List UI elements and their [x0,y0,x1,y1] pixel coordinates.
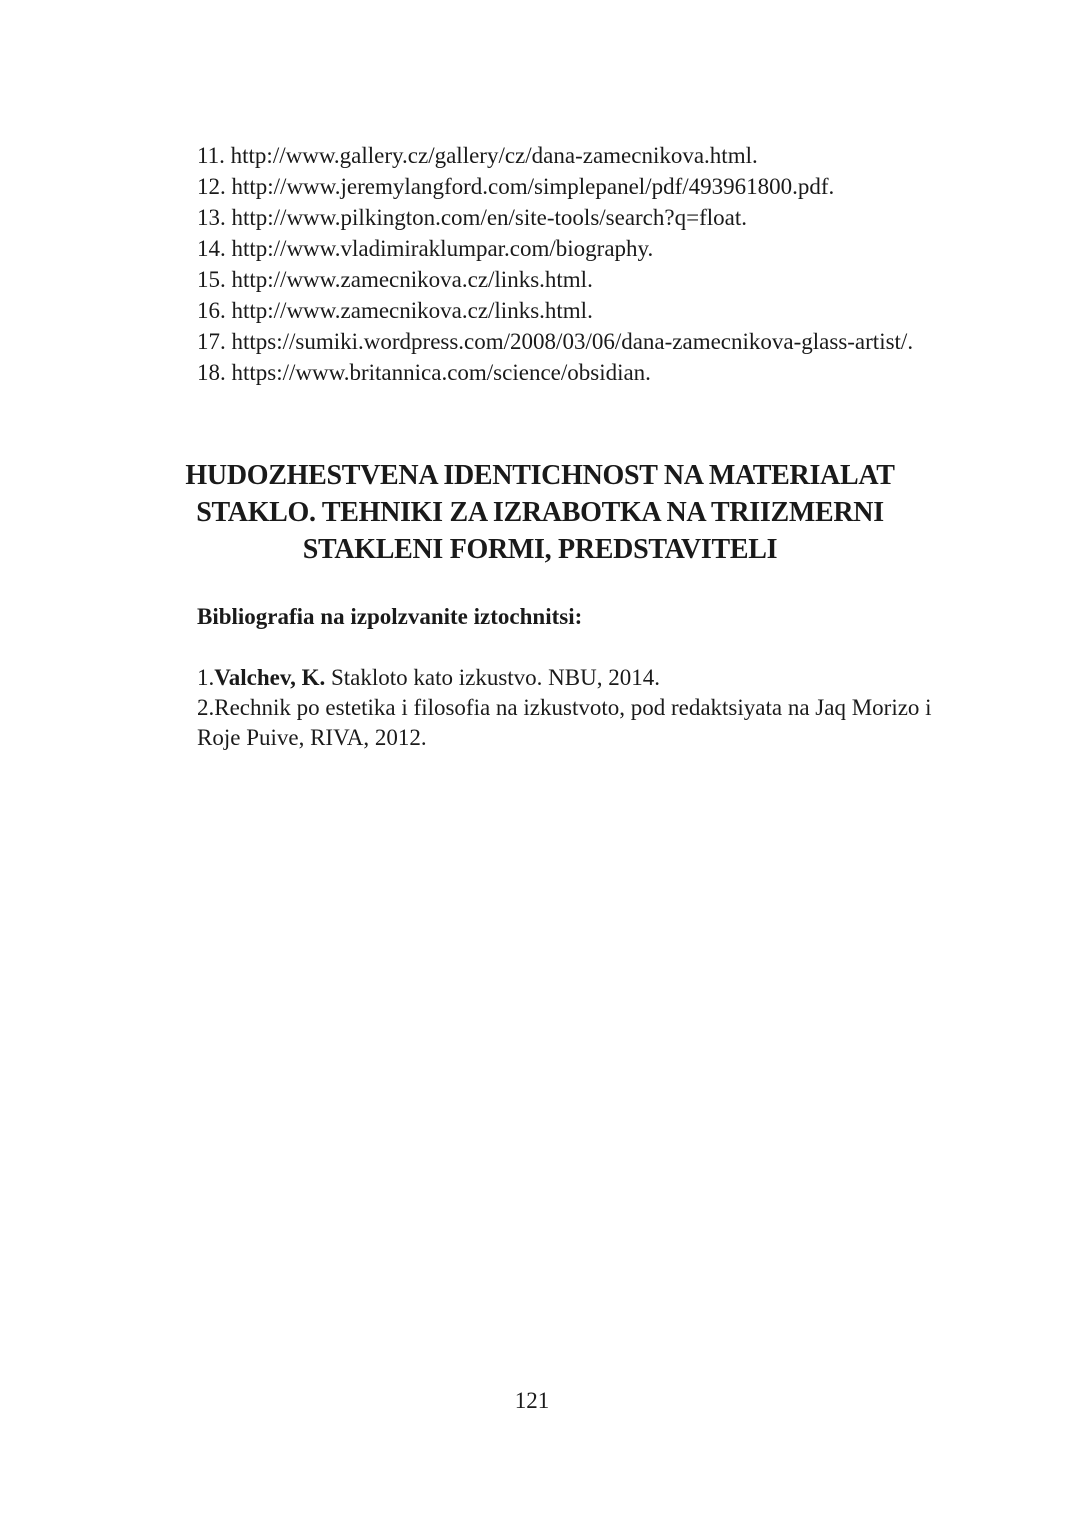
section-heading-line-1: HUDOZHESTVENA IDENTICHNOST NA MATERIALAT [185,460,895,491]
reference-item-12: 12. http://www.jeremylangford.com/simplepanel/pdf/493961800.pdf. [197,174,835,199]
reference-item-13: 13. http://www.pilkington.com/en/site-tools/search?q=float. [197,205,747,230]
reference-item-14: 14. http://www.vladimiraklumpar.com/biography. [197,236,654,261]
bibliography-item-text: Stakloto kato izkustvo. NBU, 2014. [325,665,660,690]
section-heading [100,457,980,568]
section-heading-line-2: STAKLO. TEHNIKI ZA IZRABOTKA NA TRIIZMERNI [196,497,884,528]
section-heading-line-3: STAKLENI FORMI, PREDSTAVITELI [302,534,778,565]
page-number: 121 [514,1388,550,1413]
reference-item-18: 18. https://www.britannica.com/science/obsidian. [197,360,651,385]
reference-item-15: 15. http://www.zamecnikova.cz/links.html. [197,267,593,292]
bibliography-item-text: Rechnik po estetika i filosofia na izkustvoto, pod redaktsiyata na Jaq Morizo i Roje Puive, RIVA, 2012. [197,695,932,750]
bibliography-list [197,663,937,753]
reference-item-16: 16. http://www.zamecnikova.cz/links.html. [197,298,593,323]
bibliography-item-1 [197,663,937,693]
bibliography-item-2 [197,693,937,753]
bibliography-item-number: 2. [197,695,215,720]
reference-list [123,140,953,388]
bibliography-item-number: 1. [197,665,215,690]
bibliography-title: Bibliografia na izpolzvanite iztochnitsi: [197,604,583,629]
bibliography-item-author: Valchev, K. [214,665,326,690]
reference-item-11: 11. http://www.gallery.cz/gallery/cz/dana-zamecnikova.html. [197,143,758,168]
reference-item-17: 17. https://sumiki.wordpress.com/2008/03/06/dana-zamecnikova-glass-artist/. [197,329,914,354]
